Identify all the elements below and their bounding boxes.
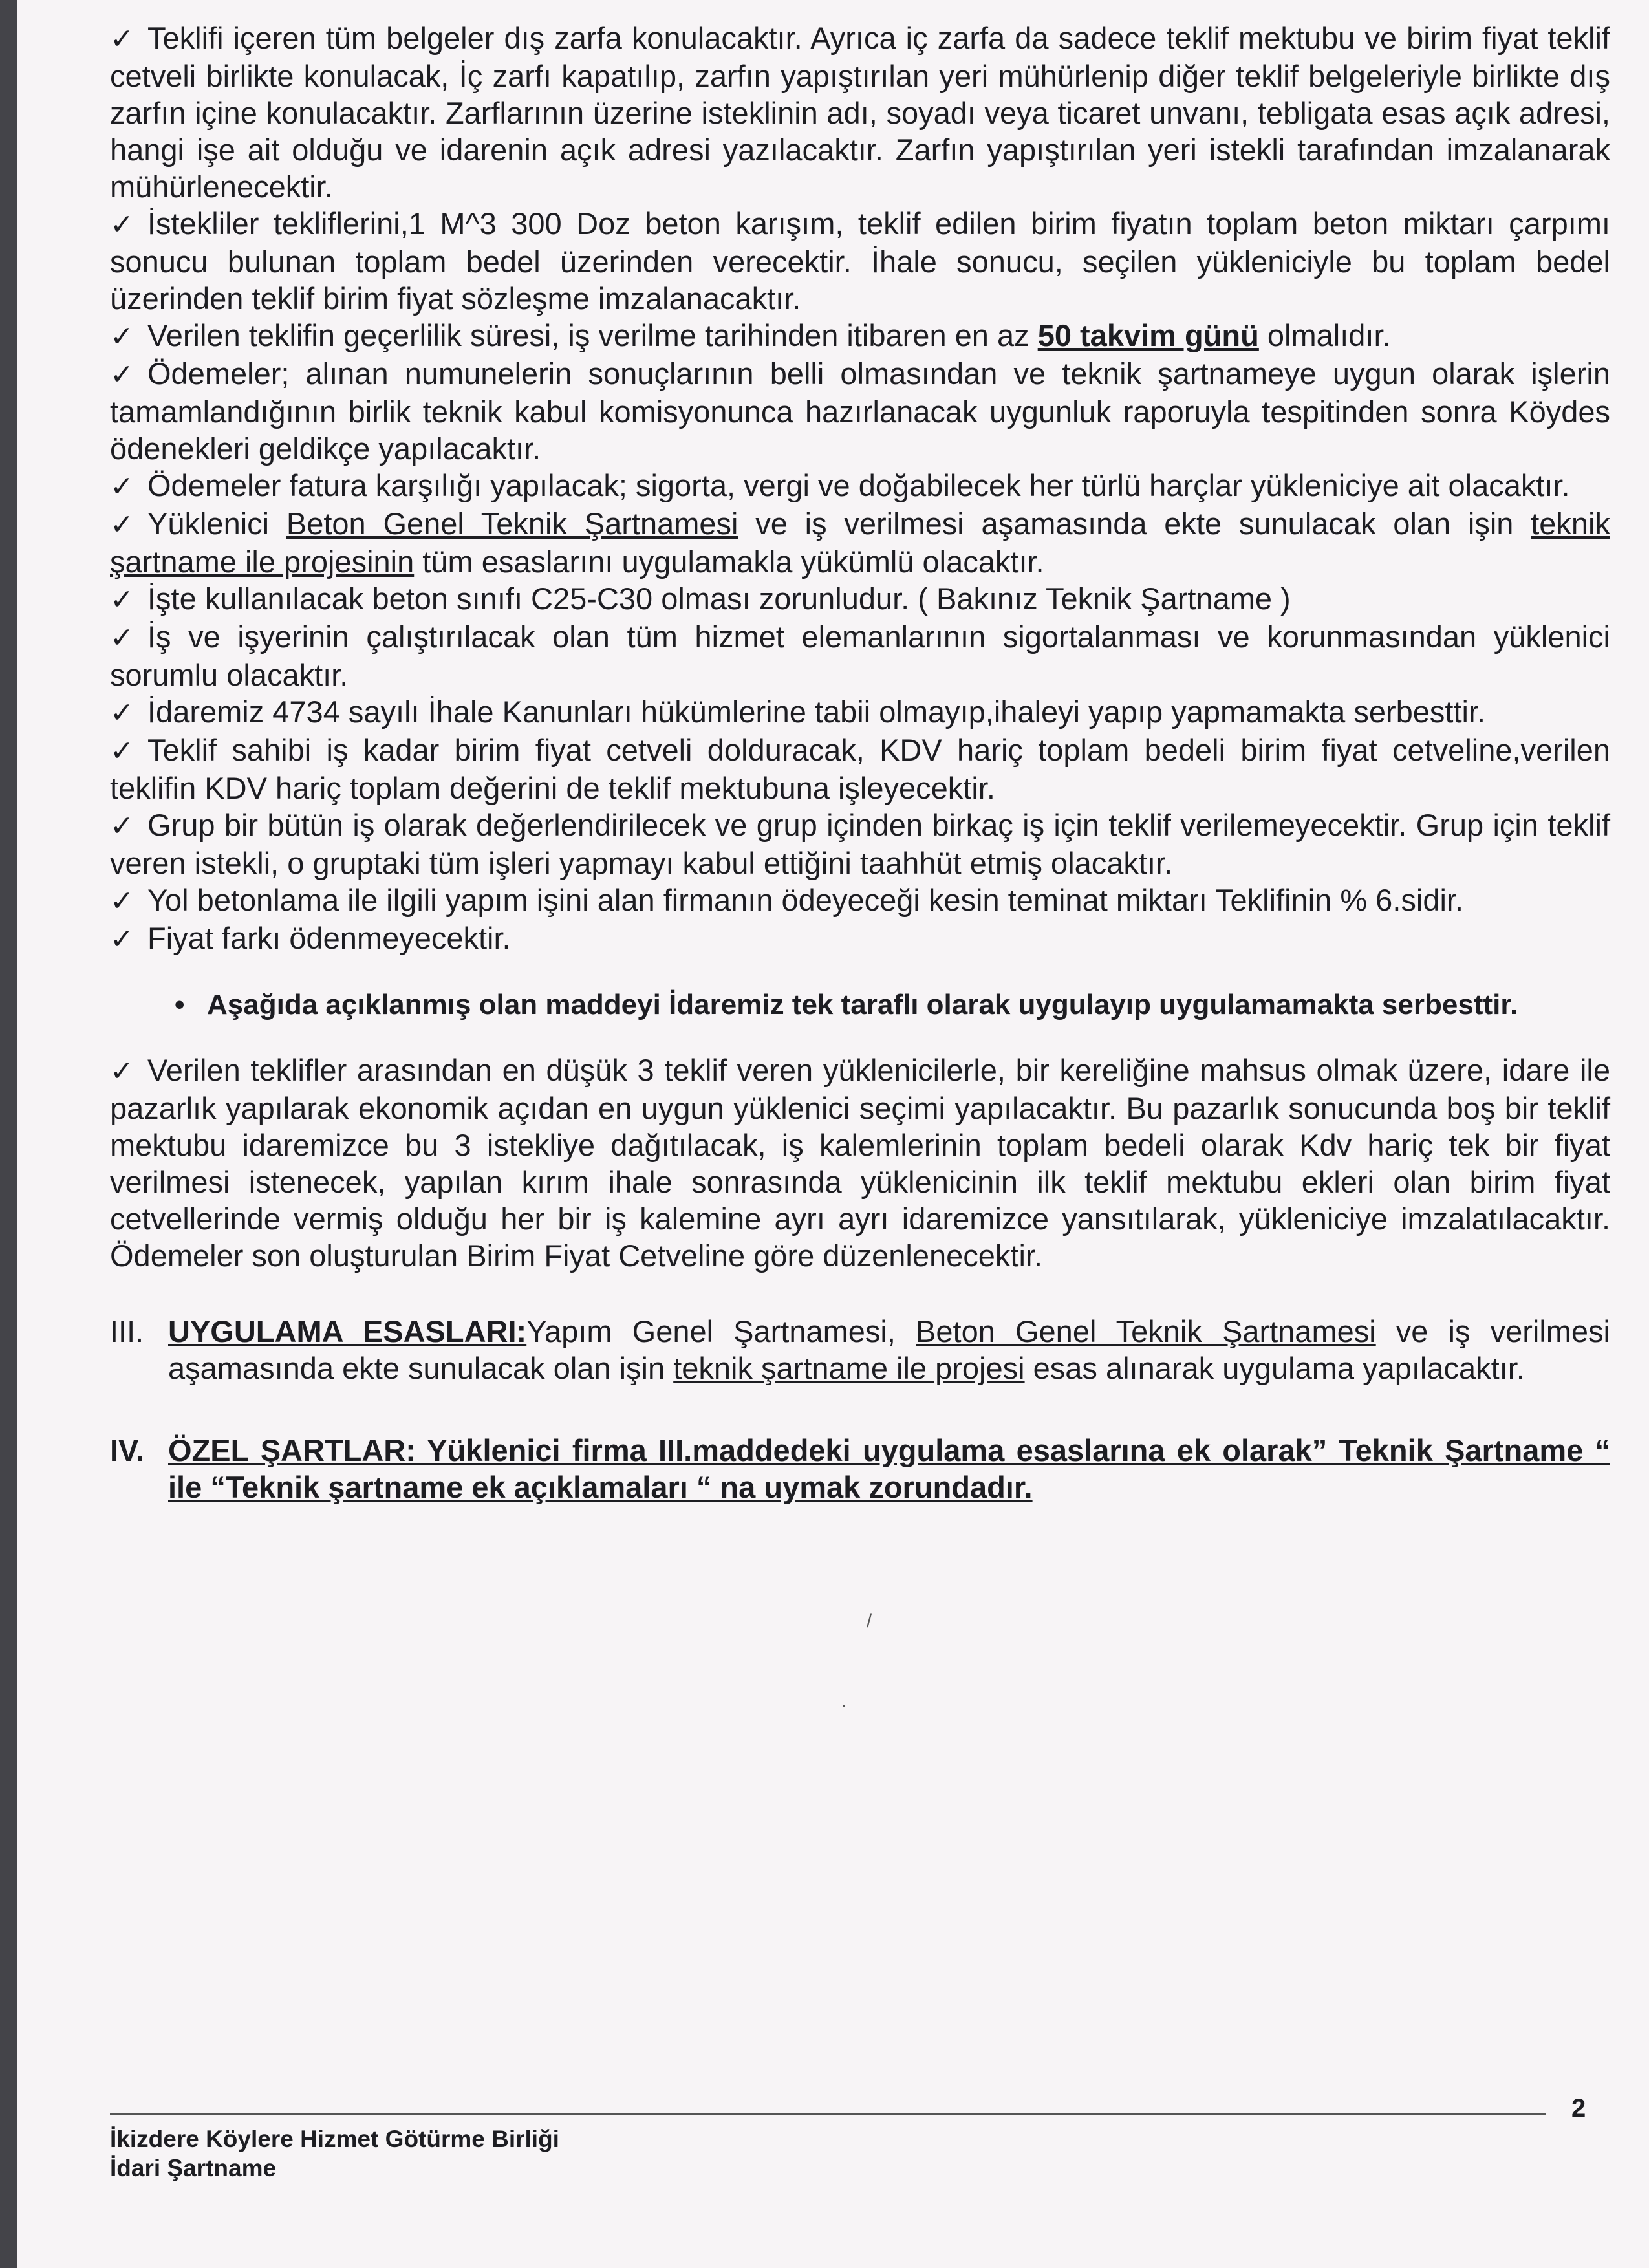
- section-heading: UYGULAMA ESASLARI:: [168, 1314, 527, 1348]
- scan-speck: /: [867, 1610, 872, 1632]
- bullet-icon: •: [175, 989, 185, 1021]
- footer-document-title: İdari Şartname: [110, 2155, 277, 2181]
- list-item: ✓ Yüklenici Beton Genel Teknik Şartnamesi ve iş verilmesi aşamasında ekte sunulacak olan işin teknik şartname ile projesinin tüm esaslarını uygulamakla yükümlü olacaktır.: [110, 506, 1610, 579]
- conditions-list: [110, 19, 1610, 1274]
- check-icon: ✓: [110, 509, 134, 541]
- check-icon: ✓: [110, 321, 134, 352]
- page-number: 2: [1571, 2094, 1586, 2122]
- check-icon: ✓: [110, 735, 134, 767]
- check-icon: ✓: [110, 622, 134, 654]
- section-number: IV.: [110, 1433, 145, 1467]
- list-item: ✓ Ödemeler fatura karşılığı yapılacak; sigorta, vergi ve doğabilecek her türlü harçlar yükleniciye ait olacaktır.: [110, 467, 1610, 505]
- document-body: [110, 19, 1610, 1506]
- validity-period: 50 takvim günü: [1037, 318, 1259, 352]
- scan-speck: ·: [841, 1694, 847, 1716]
- footer-divider: [110, 2113, 1546, 2115]
- list-item: ✓ Teklifi içeren tüm belgeler dış zarfa konulacaktır. Ayrıca iç zarfa da sadece teklif mektubu ve birim fiyat teklif cetveli birlikte konulacak, İç zarfı kapatılıp, zarfın yapıştırılan yeri mühürlenip diğer teklif belgeleriyle birlikte dış zarfın içine konulacaktır. Zarflarının üzerine isteklinin adı, soyadı veya ticaret unvanı, tebligata esas açık adresi, hangi işe ait olduğu ve idarenin açık adresi yazılacaktır. Zarfın yapıştırılan yeri istekli tarafından imzalanarak mühürlenecektir.: [110, 21, 1610, 204]
- check-icon: ✓: [110, 23, 134, 55]
- list-item: ✓ Verilen teklifler arasından en düşük 3 teklif veren yüklenicilerle, bir kereliğine mahsus olmak üzere, idare ile pazarlık yapılarak ekonomik açıdan en uygun yüklenici seçimi yapılacaktır. Bu pazarlık sonucunda boş bir teklif mektubu idaremizce bu 3 istekliye dağıtılacak, iş kalemlerinin toplam bedeli olarak Kdv hariç tek bir fiyat verilmesi istenecek, yapılan kırım ihale sonrasında yüklenicinin ilk teklif mektubu ekleri olan birim fiyat cetvellerinde vermiş olduğu her bir iş kalemine ayrı ayrı idaremizce yansıtılarak, yükleniciye imzalatılacaktır. Ödemeler son oluşturulan Birim Fiyat Cetveline göre düzenlenecektir.: [110, 1053, 1610, 1273]
- check-icon: ✓: [110, 923, 134, 955]
- check-icon: ✓: [110, 209, 134, 241]
- list-item: ✓ Verilen teklifin geçerlilik süresi, iş verilme tarihinden itibaren en az 50 takvim günü olmalıdır.: [110, 317, 1610, 355]
- list-item: ✓ İşte kullanılacak beton sınıfı C25-C30 olması zorunludur. ( Bakınız Teknik Şartname ): [110, 580, 1610, 618]
- check-icon: ✓: [110, 697, 134, 729]
- footer-organization: İkizdere Köylere Hizmet Götürme Birliği: [110, 2126, 559, 2152]
- check-icon: ✓: [110, 885, 134, 917]
- check-icon: ✓: [110, 471, 134, 502]
- list-item: ✓ İş ve işyerinin çalıştırılacak olan tüm hizmet elemanlarının sigortalanması ve korunmasından yüklenici sorumlu olacaktır.: [110, 620, 1610, 692]
- list-item: ✓ Teklif sahibi iş kadar birim fiyat cetveli dolduracak, KDV hariç toplam bedeli birim fiyat cetveline,verilen teklifin KDV hariç toplam değerini de teklif mektubuna işleyecektir.: [110, 733, 1610, 805]
- section-text: ÖZEL ŞARTLAR: Yüklenici firma III.maddedeki uygulama esaslarına ek olarak” Teknik Şartname “ ile “Teknik şartname ek açıklamaları “ na uymak zorundadır.: [168, 1433, 1610, 1504]
- list-item: ✓ Yol betonlama ile ilgili yapım işini alan firmanın ödeyeceği kesin teminat miktarı Teklifinin % 6.sidir.: [110, 881, 1610, 920]
- list-item: ✓ Fiyat farkı ödenmeyecektir.: [110, 920, 1610, 958]
- section-special-conditions: [110, 1432, 1610, 1506]
- list-item: ✓ Grup bir bütün iş olarak değerlendirilecek ve grup içinden birkaç iş için teklif verilemeyecektir. Grup için teklif veren istekli, o gruptaki tüm işleri yapmayı kabul ettiğini taahhüt etmiş olacaktır.: [110, 808, 1610, 880]
- section-application-principles: III. UYGULAMA ESASLARI:Yapım Genel Şartnamesi, Beton Genel Teknik Şartnamesi ve iş verilmesi aşamasında ekte sunulacak olan işin teknik şartname ile projesi esas alınarak uygulama yapılacaktır.: [110, 1314, 1610, 1385]
- list-item: ✓ İdaremiz 4734 sayılı İhale Kanunları hükümlerine tabii olmayıp,ihaleyi yapıp yapmamakta serbesttir.: [110, 693, 1610, 731]
- check-icon: ✓: [110, 584, 134, 616]
- check-icon: ✓: [110, 359, 134, 391]
- section-number: III.: [110, 1314, 144, 1348]
- scan-spine-edge: [0, 0, 17, 2268]
- list-item: ✓ İstekliler tekliflerini,1 M^3 300 Doz beton karışım, teklif edilen birim fiyatın toplam beton miktarı çarpımı sonucu bulunan toplam bedel üzerinden verecektir. İhale sonucu, seçilen yükleniciyle bu toplam bedel üzerinden teklif birim fiyat sözleşme imzalanacaktır.: [110, 206, 1610, 316]
- check-icon: ✓: [110, 810, 134, 842]
- list-item: ✓ Ödemeler; alınan numunelerin sonuçlarının belli olmasından ve teknik şartnameye uygun olarak işlerin tamamlandığının birlik teknik kabul komisyonunca hazırlanacak uygunluk raporuyla tespitinden sonra Köydes ödenekleri geldikçe yapılacaktır.: [110, 356, 1610, 466]
- check-icon: ✓: [110, 1055, 134, 1087]
- optional-clause-heading: • Aşağıda açıklanmış olan maddeyi İdaremiz tek taraflı olarak uygulayıp uygulamamakta serbesttir.: [110, 986, 1610, 1023]
- footer: [110, 2124, 559, 2183]
